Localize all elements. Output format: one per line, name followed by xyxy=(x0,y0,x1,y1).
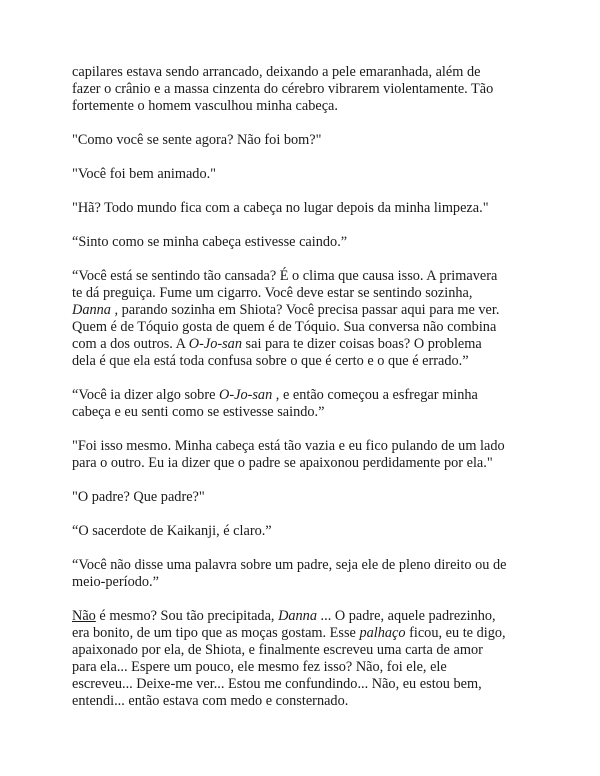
italic-text: Danna xyxy=(72,302,111,318)
text-segment: "Como você se sente agora? Não foi bom?" xyxy=(72,132,322,148)
text-segment: fazer o crânio e a massa cinzenta do cérebro vibrarem violentamente. Tão xyxy=(72,81,494,97)
text-segment: “Você está se sentindo tão cansada? É o clima que causa isso. A primavera xyxy=(72,268,498,284)
text-segment: “O sacerdote de Kaikanji, é claro.” xyxy=(72,523,272,539)
text-line xyxy=(72,166,532,183)
text-line xyxy=(72,302,532,319)
text-segment: "Hã? Todo mundo fica com a cabeça no lugar depois da minha limpeza." xyxy=(72,200,489,216)
text-line xyxy=(72,353,532,370)
text-segment: apaixonado por ela, de Shiota, e finalmente escreveu uma carta de amor xyxy=(72,642,483,658)
text-line xyxy=(72,132,532,149)
paragraph xyxy=(72,64,532,115)
text-line xyxy=(72,387,532,404)
text-line xyxy=(72,234,532,251)
text-segment: ficou, eu te digo, xyxy=(405,625,506,641)
text-line xyxy=(72,285,532,302)
paragraph xyxy=(72,438,532,472)
text-line xyxy=(72,336,532,353)
paragraph xyxy=(72,557,532,591)
text-segment: para ela... Espere um pouco, ele mesmo fez isso? Não, foi ele, ele xyxy=(72,659,447,675)
text-segment: “Você não disse uma palavra sobre um padre, seja ele de pleno direito ou de xyxy=(72,557,507,573)
text-segment: sai para te dizer coisas boas? O problema xyxy=(241,336,482,352)
paragraph xyxy=(72,234,532,251)
text-segment: "Você foi bem animado." xyxy=(72,166,217,182)
paragraph xyxy=(72,489,532,506)
text-segment: com a dos outros. A xyxy=(72,336,189,352)
text-line xyxy=(72,98,532,115)
text-segment: entendi... então estava com medo e consternado. xyxy=(72,693,349,709)
text-segment: escreveu... Deixe-me ver... Estou me confundindo... Não, eu estou bem, xyxy=(72,676,482,692)
paragraph xyxy=(72,387,532,421)
text-line xyxy=(72,625,532,642)
text-segment: ... O padre, aquele padrezinho, xyxy=(316,608,496,624)
paragraph xyxy=(72,200,532,217)
italic-text: Danna xyxy=(278,608,317,624)
text-line xyxy=(72,64,532,81)
text-segment: fortemente o homem vasculhou minha cabeça. xyxy=(72,98,338,114)
text-line xyxy=(72,438,532,455)
text-segment: meio-período.” xyxy=(72,574,159,590)
text-line xyxy=(72,404,532,421)
document-page xyxy=(72,64,532,727)
text-line xyxy=(72,574,532,591)
text-segment: , e então começou a esfregar minha xyxy=(272,387,478,403)
italic-text: palhaço xyxy=(359,625,406,641)
text-line xyxy=(72,319,532,336)
text-line xyxy=(72,693,532,710)
text-line xyxy=(72,523,532,540)
text-line xyxy=(72,557,532,574)
text-segment: dela é que ela está toda confusa sobre o que é certo e o que é errado.” xyxy=(72,353,469,369)
text-segment: , parando sozinha em Shiota? Você precisa passar aqui para me ver. xyxy=(110,302,500,318)
paragraph xyxy=(72,166,532,183)
text-segment: "O padre? Que padre?" xyxy=(72,489,205,505)
text-segment: Quem é de Tóquio gosta de quem é de Tóquio. Sua conversa não combina xyxy=(72,319,497,335)
italic-text: O-Jo-san xyxy=(188,336,242,352)
text-line xyxy=(72,81,532,98)
text-line xyxy=(72,268,532,285)
text-segment: “Você ia dizer algo sobre xyxy=(72,387,220,403)
text-segment: te dá preguiça. Fume um cigarro. Você deve estar se sentindo sozinha, xyxy=(72,285,473,301)
text-line xyxy=(72,455,532,472)
paragraph xyxy=(72,523,532,540)
paragraph xyxy=(72,132,532,149)
text-line xyxy=(72,659,532,676)
text-segment: "Foi isso mesmo. Minha cabeça está tão vazia e eu fico pulando de um lado xyxy=(72,438,505,454)
text-segment: cabeça e eu senti como se estivesse saindo.” xyxy=(72,404,325,420)
text-segment: era bonito, de um tipo que as moças gostam. Esse xyxy=(72,625,360,641)
text-line xyxy=(72,642,532,659)
italic-text: O-Jo-san xyxy=(219,387,273,403)
text-line xyxy=(72,489,532,506)
text-line xyxy=(72,608,532,625)
text-segment: “Sinto como se minha cabeça estivesse caindo.” xyxy=(72,234,348,250)
underlined-text: Não xyxy=(72,608,96,624)
text-segment: para o outro. Eu ia dizer que o padre se apaixonou perdidamente por ela." xyxy=(72,455,493,471)
text-segment: capilares estava sendo arrancado, deixando a pele emaranhada, além de xyxy=(72,64,481,80)
text-line xyxy=(72,676,532,693)
text-segment: é mesmo? Sou tão precipitada, xyxy=(95,608,279,624)
paragraph xyxy=(72,268,532,370)
paragraph xyxy=(72,608,532,710)
text-line xyxy=(72,200,532,217)
